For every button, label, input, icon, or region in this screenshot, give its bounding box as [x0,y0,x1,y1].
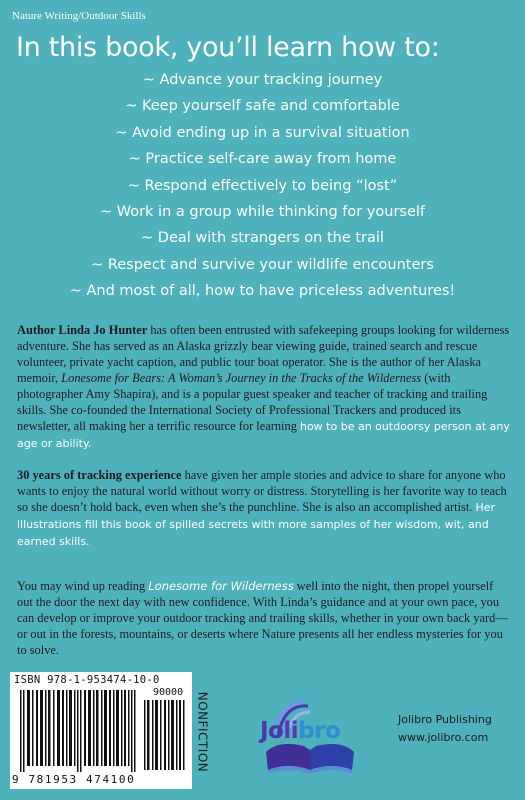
logo-li: li [283,718,299,744]
closing-text: You may wind up reading [17,579,149,593]
publisher-website[interactable]: www.jolibro.com [398,731,489,744]
shelf-label: NONFICTION [195,691,210,773]
list-item: ~ Practice self-care away from home [128,151,397,168]
author-name-lead: Author Linda Jo Hunter [17,323,148,337]
bio-text-continued: (with photographer Amy Shapira), and is a popular guest speaker and teacher of tracking and trailing skills. She co-founded the International Society of Professional Trackers and produced its newsletter, all making her a terrific resource for learning [17,371,488,433]
list-item: ~ Deal with strangers on the trail [141,230,384,247]
closing-paragraph [17,578,511,658]
logo-bro: bro [298,718,341,744]
experience-text: have given her ample stories and advice to share for anyone who wants to enjoy the natural world without worry or distress. Storytelling is her favorite way to teach so she doesn’t hold back, even when she’s the punchline. She is also an accomplished artist. [17,468,507,514]
price-code: 90000 [153,687,184,698]
memoir-title: Lonesome for Bears: A Woman’s Journey in the Tracks of the Wilderness [61,371,422,385]
jolibro-logo-wordmark [260,718,340,744]
author-bio-paragraph [17,322,511,452]
experience-paragraph [17,467,511,550]
publisher-name: Jolibro Publishing [398,713,492,726]
illustrations-highlight: Her illustrations fill this book of spilled secrets with more samples of her wisdom, wit, and earned skills. [17,501,496,548]
list-item: ~ Respect and survive your wildlife encounters [91,256,434,273]
list-item: ~ Advance your tracking journey [142,72,383,88]
list-item: ~ Keep yourself safe and comfortable [125,98,400,115]
bio-highlight: how to be an outdoorsy person at any age or ability. [17,420,510,450]
list-item: ~ Work in a group while thinking for yourself [99,203,426,220]
list-item: ~ Respond effectively to being “lost” [127,177,398,194]
headline: In this book, you’ll learn how to: [16,32,440,63]
ean-digits: 9 781953 474100 [12,773,136,786]
list-item: ~ Avoid ending up in a survival situation [115,124,410,141]
book-title: Lonesome for Wilderness [148,579,294,593]
list-item: ~ And most of all, how to have priceless adventures! [69,283,456,300]
barcode-box [10,672,192,789]
experience-lead: 30 years of tracking experience [17,468,182,482]
barcode-graphic [18,690,188,774]
closing-text-continued: well into the night, then propel yourself out the door the next day with new confidence. With Linda’s guidance and at your own pace, you can develop or improve your outdoor tracking and trailing skills, whether in your own back yard—or out in the forests, mountains, or deserts where Nature presents all her endless mysteries for you to solve. [17,579,508,657]
category-label: Nature Writing/Outdoor Skills [12,10,146,22]
logo-jo: Jo [260,718,284,744]
bio-text: has often been entrusted with safekeeping groups looking for wilderness adventure. She has served as an Alaska grizzly bear viewing guide, trained search and rescue volunteer, private yacht caption, and public tour boat operator. She is the author of her Alaska memoir, [17,323,510,385]
isbn-text: ISBN 978-1-953474-10-0 [14,674,160,686]
learning-list [0,67,525,305]
